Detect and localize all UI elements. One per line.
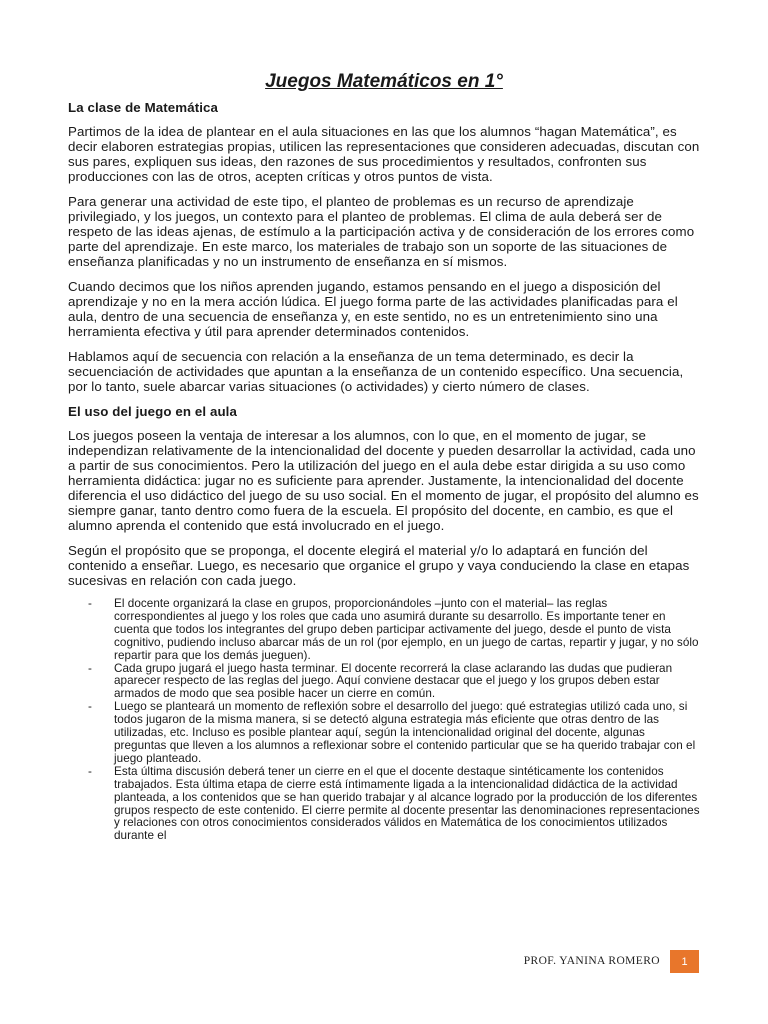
list-dash: - — [88, 700, 92, 714]
paragraph: Hablamos aquí de secuencia con relación a la enseñanza de un tema determinado, es decir la secuenciación de actividades que apuntan a la enseñanza de un contenido específico. Una secuencia, por lo tanto, suele abarcar varias situaciones (o actividades) y cierto número de clases. — [68, 349, 684, 394]
document-body — [68, 100, 700, 843]
list-item-text: Esta última discusión deberá tener un cierre en el que el docente destaque sintéticamente los contenidos trabajados. Esta última etapa de cierre está íntimamente ligada a la intencionalidad didáctica de la actividad planteada, a los contenidos que se han querido trabajar y al alcance logrado por la producción de los diferentes grupos respecto de este contenido. El cierre permite al docente presentar las denominaciones representaciones y relaciones con otros conocimientos considerados válidos en Matemática de los conocimientos utilizados durante el — [114, 764, 700, 843]
paragraph: Los juegos poseen la ventaja de interesar a los alumnos, con lo que, en el momento de jugar, se independizan relativamente de la intencionalidad del docente y pueden desarrollar la actividad, cada uno a partir de sus conocimientos. Pero la utilización del juego en el aula debe estar dirigida a su uso como herramienta didáctica: jugar no es suficiente para aprender. Justamente, la intencionalidad del docente diferencia el uso didáctico del juego de su uso social. En el momento de jugar, el propósito del alumno es siempre ganar, tanto dentro como fuera de la escuela. El propósito del docente, en cambio, es que el alumno aprenda el contenido que está involucrado en el juego. — [68, 428, 699, 533]
paragraph: Según el propósito que se proponga, el docente elegirá el material y/o lo adaptará en función del contenido a enseñar. Luego, es necesario que organice el grupo y vaya conduciendo la clase en etapas sucesivas en relación con cada juego. — [68, 543, 690, 588]
paragraph: Cuando decimos que los niños aprenden jugando, estamos pensando en el juego a disposición del aprendizaje y no en la mera acción lúdica. El juego forma parte de las actividades planificadas para el aula, dentro de una secuencia de enseñanza y, en este sentido, no es un entretenimiento sino una herramienta efectiva y útil para aprender determinados contenidos. — [68, 279, 678, 339]
document-title: Juegos Matemáticos en 1° — [265, 71, 503, 92]
footer-author: PROF. YANINA ROMERO — [523, 955, 660, 967]
section-heading-clase: La clase de Matemática — [68, 100, 219, 115]
list-dash: - — [88, 661, 92, 675]
list-item — [68, 598, 700, 663]
list-dash: - — [88, 597, 92, 610]
list-item-text: El docente organizará la clase en grupos, proporcionándoles –junto con el material– las reglas correspondientes al juego y los roles que cada uno asumirá durante su desarrollo. Es importante tener en cuenta que todos los integrantes del grupo deben participar activamente del juego, desde el punto de vista cognitivo, pudiendo incluso abarcar más de un rol (por ejemplo, en un juego de cartas, repartir y jugar, y no sólo repartir para que los demás jueguen). — [114, 597, 699, 662]
list-item-text: Luego se planteará un momento de reflexión sobre el desarrollo del juego: qué estrategias utilizó cada uno, si todos jugaron de la misma manera, si se detectó alguna estrategia más eficiente que otras dentro de las utilizadas, etc. Incluso es posible plantear aquí, según la intencionalidad original del docente, algunas preguntas que lleven a los alumnos a reflexionar sobre el contenido particular que se ha querido trabajar con el juego planteado. — [114, 700, 696, 765]
section-heading-uso-juego: El uso del juego en el aula — [68, 404, 237, 419]
list-item — [68, 701, 700, 766]
list-item-text: Cada grupo jugará el juego hasta terminar. El docente recorrerá la clase aclarando las dudas que pudieran aparecer respecto de las reglas del juego. Aquí conviene destacar que el juego y los grupos deben estar armados de modo que sea posible hacer un cierre en común. — [114, 661, 673, 701]
list-item — [68, 766, 700, 843]
stages-list — [68, 598, 700, 843]
page-number-badge: 1 — [670, 950, 699, 973]
paragraph: Para generar una actividad de este tipo, el planteo de problemas es un recurso de aprendizaje privilegiado, y los juegos, un contexto para el planteo de problemas. El clima de aula deberá ser de respeto de las ideas ajenas, de estímulo a la participación activa y de consideración de los errores como parte del aprendizaje. En este marco, los materiales de trabajo son un soporte de las situaciones de enseñanza planificadas y no un instrumento de enseñanza en sí mismos. — [68, 194, 695, 269]
list-item — [68, 663, 700, 702]
list-dash: - — [88, 764, 92, 778]
paragraph: Partimos de la idea de plantear en el aula situaciones en las que los alumnos “hagan Matemática”, es decir elaboren estrategias propias, utilicen las representaciones que consideren adecuadas, discutan con sus pares, expliquen sus ideas, den razones de sus procedimientos y resultados, confronten sus producciones con las de otros, acepten críticas y otros puntos de vista. — [68, 124, 700, 184]
